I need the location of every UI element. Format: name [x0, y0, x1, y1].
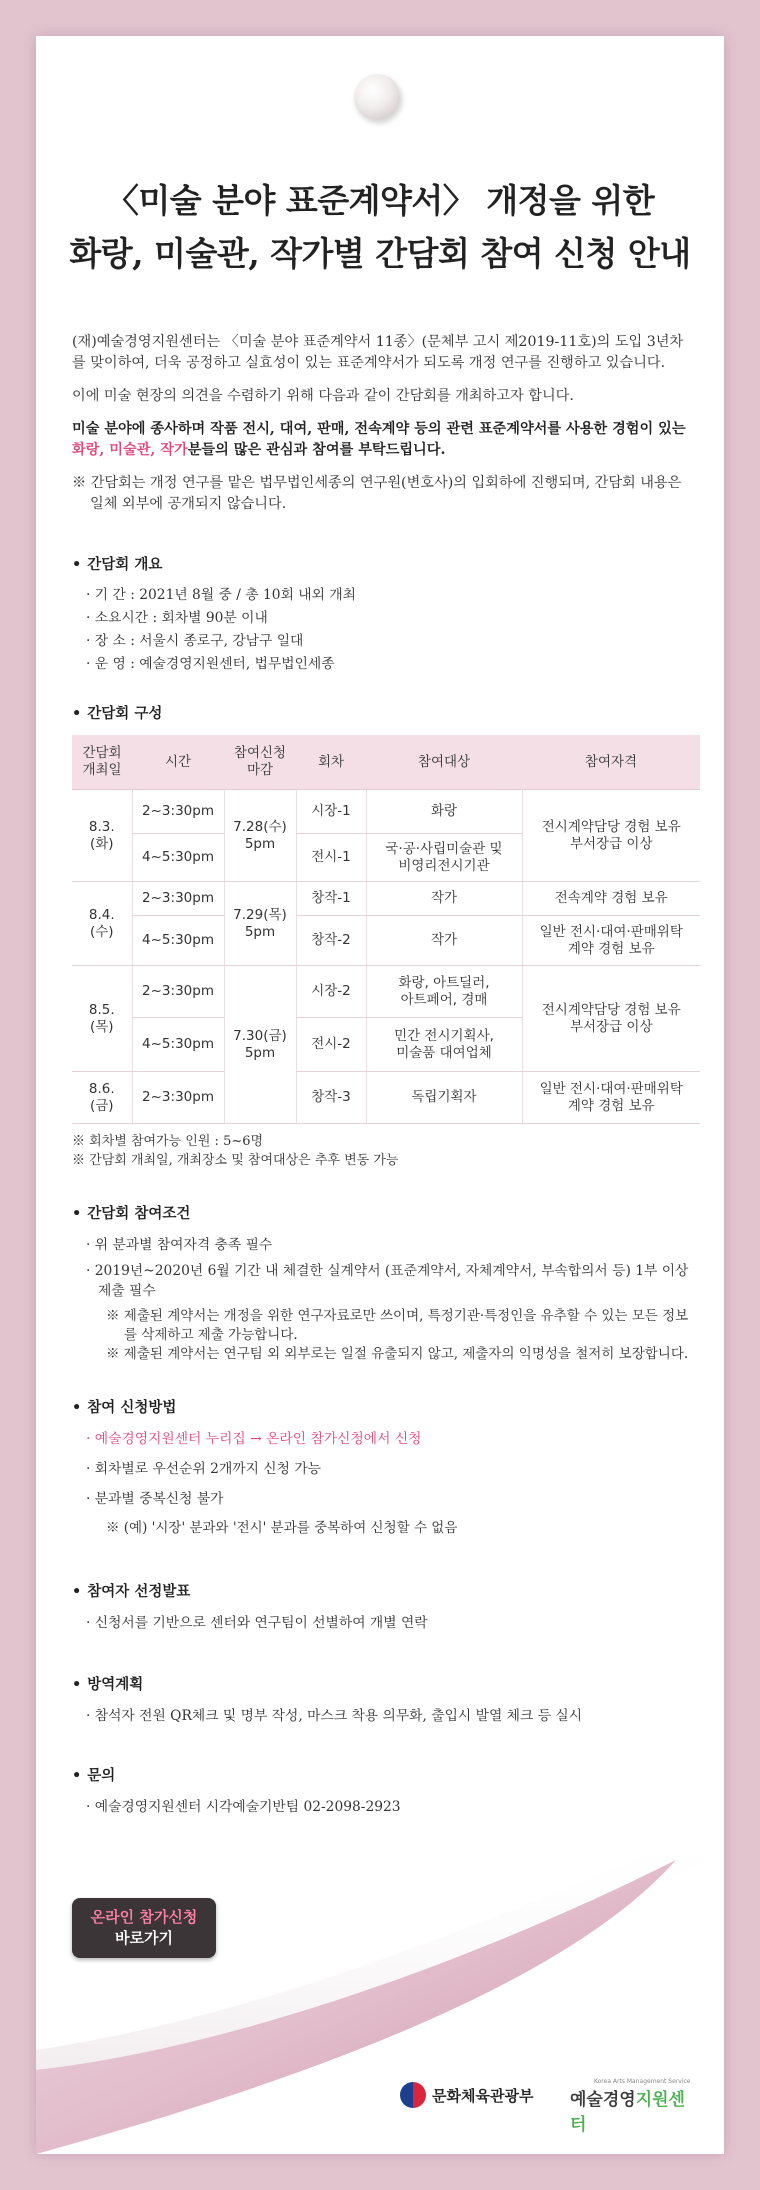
- online-apply-button[interactable]: [72, 1898, 216, 1958]
- cell-time: 2~3:30pm: [132, 1072, 224, 1124]
- kams-name-a: 예술경영: [570, 2090, 636, 2110]
- apply-subnote: ※ (예) '시장' 분과와 '전시' 분과를 중복하여 신청할 수 없음: [106, 1520, 458, 1536]
- cell-target: 민간 전시기획사, 미술품 대여업체: [366, 1018, 522, 1072]
- cell-round: 전시-2: [296, 1018, 366, 1072]
- cell-deadline: 7.28(수) 5pm: [224, 790, 296, 882]
- schedule-table: [72, 735, 700, 1124]
- overview-section: [72, 555, 692, 674]
- apply-section: [72, 1398, 692, 1538]
- quarantine-heading: • 방역계획: [72, 1675, 692, 1696]
- cell-round: 창작-2: [296, 916, 366, 966]
- table-header-row: [72, 735, 700, 790]
- cell-round: 전시-1: [296, 834, 366, 882]
- contact-section: [72, 1766, 692, 1817]
- cell-target: 화랑: [366, 790, 522, 834]
- cell-qualification: 전속계약 경험 보유: [522, 882, 700, 916]
- cell-round: 시장-2: [296, 966, 366, 1018]
- cta-line-1: 온라인 참가신청: [90, 1908, 198, 1926]
- header-deadline: 참여신청 마감: [224, 735, 296, 790]
- selection-item: · 신청서를 기반으로 센터와 연구팀이 선별하여 개별 연락: [86, 1615, 428, 1631]
- cell-date: 8.6. (금): [72, 1072, 132, 1124]
- cell-qualification: 전시계약담당 경험 보유 부서장급 이상: [522, 790, 700, 882]
- intro-highlight: 화랑, 미술관, 작가: [72, 442, 188, 458]
- cell-round: 시장-1: [296, 790, 366, 834]
- cell-date: 8.4. (수): [72, 882, 132, 966]
- cell-time: 4~5:30pm: [132, 1018, 224, 1072]
- taegeuk-icon: [400, 2082, 426, 2108]
- selection-heading: • 참여자 선정발표: [72, 1582, 692, 1603]
- cell-target: 작가: [366, 882, 522, 916]
- title-line-1: 〈미술 분야 표준계약서〉 개정을 위한: [105, 181, 655, 220]
- table-row: [72, 916, 700, 966]
- mcst-logo: [400, 2082, 533, 2108]
- condition-subnote: ※ 제출된 계약서는 개정을 위한 연구자료로만 쓰이며, 특정기관·특정인을 유추할 수 있는 모든 정보를 삭제하고 제출 가능합니다.: [106, 1308, 689, 1343]
- intro-text-a: 미술 분야에 종사하며 작품 전시, 대여, 판매, 전속계약 등의 관련 표준계약서를 사용한 경험이 있는: [72, 421, 686, 437]
- cell-qualification: 일반 전시·대여·판매위탁 계약 경험 보유: [522, 1072, 700, 1124]
- contact-heading: • 문의: [72, 1766, 692, 1787]
- composition-section: [72, 704, 692, 1170]
- overview-heading: • 간담회 개요: [72, 555, 692, 576]
- cell-time: 4~5:30pm: [132, 834, 224, 882]
- conditions-heading: • 간담회 참여조건: [72, 1204, 692, 1225]
- table-note: ※ 회차별 참여가능 인원 : 5~6명: [72, 1134, 264, 1149]
- intro-paragraph-1: (재)예술경영지원센터는 〈미술 분야 표준계약서 11종〉(문체부 고시 제2019-11호)의 도입 3년차를 맞이하여, 더욱 공정하고 실효성이 있는 표준계약서가 되도록 개정 연구를 진행하고 있습니다.: [72, 334, 684, 371]
- apply-item: · 분과별 중복신청 불가: [86, 1491, 224, 1507]
- overview-row: · 기 간 : 2021년 8월 중 / 총 10회 내외 개최: [86, 587, 356, 603]
- header-date: 간담회 개최일: [72, 735, 132, 790]
- table-row: [72, 882, 700, 916]
- selection-section: [72, 1582, 692, 1633]
- kams-name-b: 지원센터: [570, 2090, 685, 2135]
- table-row: [72, 1072, 700, 1124]
- condition-subnote: ※ 제출된 계약서는 연구팀 외 외부로는 일절 유출되지 않고, 제출자의 익명성을 철저히 보장합니다.: [106, 1346, 689, 1362]
- header-time: 시간: [132, 735, 224, 790]
- cell-round: 창작-3: [296, 1072, 366, 1124]
- header-qualification: 참여자격: [522, 735, 700, 790]
- conditions-section: [72, 1204, 692, 1364]
- intro-note: ※ 간담회는 개정 연구를 맡은 법무법인세종의 연구원(변호사)의 입회하에 진행되며, 간담회 내용은 일체 외부에 공개되지 않습니다.: [72, 475, 682, 512]
- apply-heading: • 참여 신청방법: [72, 1398, 692, 1419]
- table-row: [72, 966, 700, 1018]
- cell-date: 8.3. (화): [72, 790, 132, 882]
- cell-qualification: 전시계약담당 경험 보유 부서장급 이상: [522, 966, 700, 1072]
- cell-target: 국·공·사립미술관 및 비영리전시기관: [366, 834, 522, 882]
- cell-time: 4~5:30pm: [132, 916, 224, 966]
- kams-logo: [570, 2078, 700, 2135]
- mcst-name: 문화체육관광부: [432, 2086, 534, 2105]
- cell-deadline: 7.29(목) 5pm: [224, 882, 296, 966]
- contact-item: · 예술경영지원센터 시각예술기반팀 02-2098-2923: [86, 1799, 401, 1815]
- kams-english-name: Korea Arts Management Service: [594, 2078, 691, 2085]
- overview-row: · 운 영 : 예술경영지원센터, 법무법인세종: [86, 656, 335, 672]
- cell-deadline: 7.30(금) 5pm: [224, 966, 296, 1124]
- overview-row: · 소요시간 : 회차별 90분 이내: [86, 610, 268, 626]
- cell-time: 2~3:30pm: [132, 790, 224, 834]
- header-target: 참여대상: [366, 735, 522, 790]
- apply-item-link[interactable]: · 예술경영지원센터 누리집 → 온라인 참가신청에서 신청: [86, 1431, 422, 1447]
- condition-item: · 2019년~2020년 6월 기간 내 체결한 실계약서 (표준계약서, 자체계약서, 부속합의서 등) 1부 이상 제출 필수: [86, 1263, 689, 1299]
- notice-body: [72, 332, 692, 1823]
- cell-qualification: 일반 전시·대여·판매위탁 계약 경험 보유: [522, 916, 700, 966]
- composition-heading: • 간담회 구성: [72, 704, 692, 725]
- cell-time: 2~3:30pm: [132, 966, 224, 1018]
- intro-paragraph-2: 이에 미술 현장의 의견을 수렴하기 위해 다음과 같이 간담회를 개최하고자 합니다.: [72, 388, 574, 404]
- cell-target: 독립기획자: [366, 1072, 522, 1124]
- condition-item: · 위 분과별 참여자격 충족 필수: [86, 1237, 273, 1253]
- cell-time: 2~3:30pm: [132, 882, 224, 916]
- header-round: 회차: [296, 735, 366, 790]
- cell-target: 작가: [366, 916, 522, 966]
- cell-target: 화랑, 아트딜러, 아트페어, 경매: [366, 966, 522, 1018]
- quarantine-item: · 참석자 전원 QR체크 및 명부 작성, 마스크 착용 의무화, 출입시 발열 체크 등 실시: [86, 1708, 583, 1724]
- footer-logos: [400, 2078, 700, 2135]
- overview-row: · 장 소 : 서울시 종로구, 강남구 일대: [86, 633, 304, 649]
- cell-date: 8.5. (목): [72, 966, 132, 1072]
- quarantine-section: [72, 1675, 692, 1726]
- table-row: [72, 790, 700, 834]
- apply-item: · 회차별로 우선순위 2개까지 신청 가능: [86, 1461, 322, 1477]
- cell-round: 창작-1: [296, 882, 366, 916]
- intro-text-b: 분들의 많은 관심과 참여를 부탁드립니다.: [187, 442, 446, 458]
- intro-paragraph-3: [72, 419, 692, 461]
- pushpin-icon: [354, 74, 400, 120]
- cta-line-2: 바로가기: [115, 1929, 173, 1947]
- title-line-2: 화랑, 미술관, 작가별 간담회 참여 신청 안내: [69, 234, 691, 273]
- page-title: [36, 174, 724, 280]
- table-note: ※ 간담회 개최일, 개최장소 및 참여대상은 추후 변동 가능: [72, 1153, 399, 1168]
